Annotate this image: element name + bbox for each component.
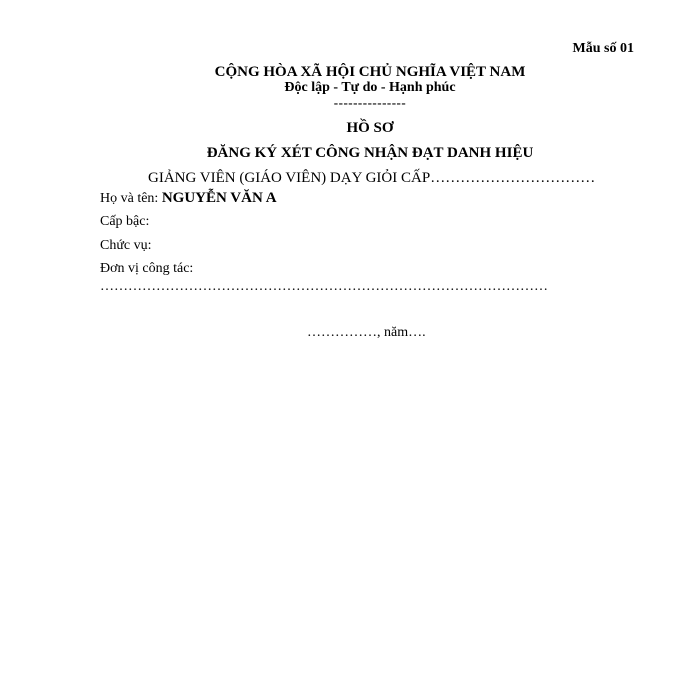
field-full-name <box>100 190 277 207</box>
position-label: Chức vụ: <box>100 238 152 253</box>
work-unit-label: Đơn vị công tác: <box>100 261 194 276</box>
full-name-label: Họ và tên: <box>100 191 159 206</box>
document-title: HỒ SƠ <box>346 120 394 136</box>
header-separator: --------------- <box>333 95 407 110</box>
date-line: ……………, năm…. <box>307 325 426 340</box>
work-unit-dotted-line: …………………………………………………………………………………… <box>100 279 548 294</box>
document-subtitle: ĐĂNG KÝ XÉT CÔNG NHẬN ĐẠT DANH HIỆU <box>206 145 534 161</box>
national-motto: Độc lập - Tự do - Hạnh phúc <box>284 80 456 95</box>
field-rank <box>100 214 149 230</box>
field-work-unit <box>100 261 193 277</box>
award-level-line: GIẢNG VIÊN (GIÁO VIÊN) DẠY GIỎI CẤP…………………………… <box>148 170 596 186</box>
form-number: Mẫu số 01 <box>572 41 634 56</box>
national-title: CỘNG HÒA XÃ HỘI CHỦ NGHĨA VIỆT NAM <box>214 64 526 80</box>
rank-label: Cấp bậc: <box>100 214 150 229</box>
field-position <box>100 238 152 254</box>
full-name-value: NGUYỄN VĂN A <box>161 190 277 206</box>
